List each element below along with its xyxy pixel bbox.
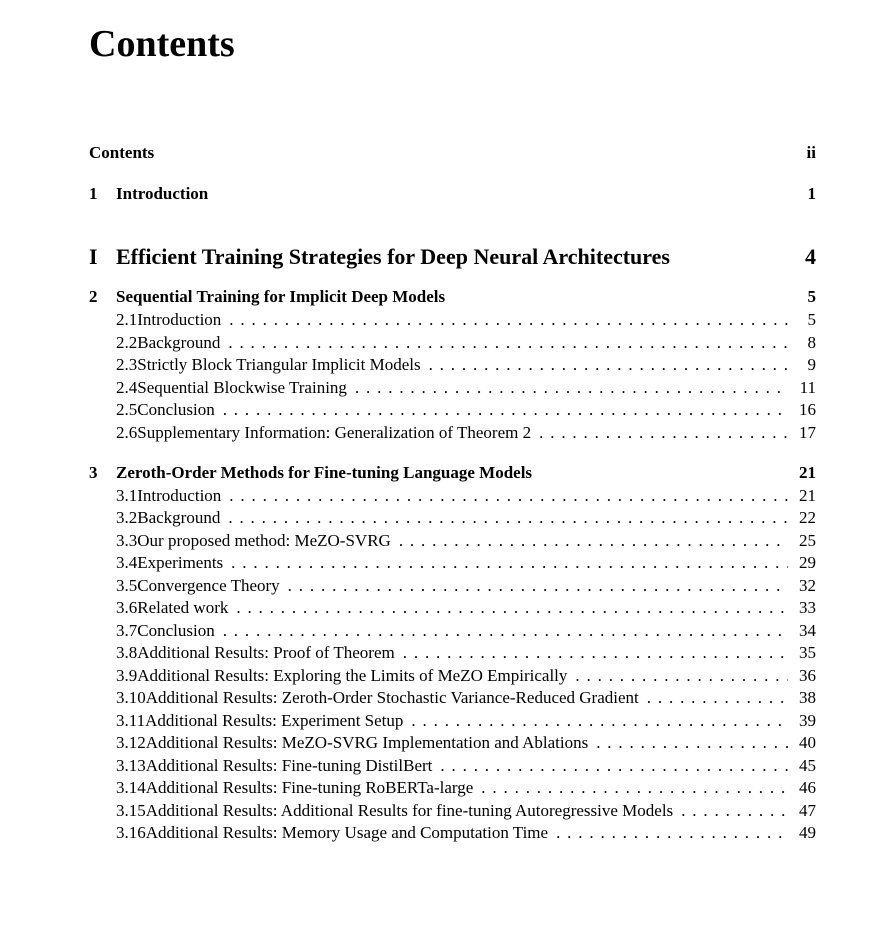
toc-entry-page-number: 40 [799,733,816,752]
toc-section-entry[interactable] [116,778,816,798]
toc-entry-number: 3.6 [116,598,138,617]
toc-entry-number: 2.3 [116,355,138,374]
toc-dot-leader [411,711,788,731]
toc-entry-page-number: 49 [799,823,816,842]
toc-part-entry[interactable] [89,244,816,270]
toc-entry-page-number: 1 [807,184,816,203]
toc-entry-page-number: 9 [807,355,816,374]
toc-dot-leader [429,355,788,375]
toc-dot-leader [539,423,788,443]
toc-dot-leader [223,400,788,420]
toc-entry-number: 3.14 [116,778,146,797]
page-heading: Contents [89,23,235,65]
toc-entry-number: 2.4 [116,378,138,397]
toc-dot-leader [596,733,788,753]
toc-entry-number: 2 [89,287,98,306]
toc-entry-title: Additional Results: Additional Results for fine-tuning Autoregressive Models [145,801,674,820]
toc-entry-number: 2.2 [116,333,138,352]
toc-section-entry[interactable] [116,823,816,843]
toc-entry-number: 3.12 [116,733,146,752]
toc-dot-leader [681,801,788,821]
toc-dot-leader [556,823,788,843]
toc-entry-title: Experiments [137,553,224,572]
toc-entry-page-number: 39 [799,711,816,730]
toc-entry-page-number: 16 [799,400,816,419]
toc-entry-page-number: 45 [799,756,816,775]
toc-section-entry[interactable] [116,801,816,821]
toc-entry-title: Efficient Training Strategies for Deep Neural Architectures [116,244,670,269]
toc-entry-page-number: 5 [807,310,816,329]
toc-entry-title: Strictly Block Triangular Implicit Models [137,355,421,374]
toc-entry-number: 3.10 [116,688,146,707]
toc-entry-title: Background [137,333,221,352]
toc-section-entry[interactable] [116,576,816,596]
toc-entry-number: 3.2 [116,508,138,527]
toc-entry-title: Background [137,508,221,527]
toc-section-entry[interactable] [116,711,816,731]
toc-dot-leader [399,531,788,551]
toc-entry-number: 3.11 [116,711,146,730]
toc-section-entry[interactable] [116,531,816,551]
toc-dot-leader [647,688,788,708]
toc-entry-title: Conclusion [137,621,215,640]
toc-dot-leader [228,333,788,353]
toc-entry-page-number: 25 [799,531,816,550]
toc-entry-page-number: 22 [799,508,816,527]
toc-chapter-entry[interactable] [89,143,816,163]
toc-section-entry[interactable] [116,643,816,663]
toc-entry-title: Sequential Training for Implicit Deep Models [116,287,446,306]
toc-section-entry[interactable] [116,553,816,573]
toc-entry-page-number: 29 [799,553,816,572]
toc-entry-page-number: 33 [799,598,816,617]
toc-entry-page-number: 21 [799,486,816,505]
toc-entry-title: Contents [89,143,155,162]
toc-entry-title: Additional Results: Fine-tuning DistilBert [145,756,433,775]
toc-dot-leader [575,666,788,686]
toc-entry-title: Our proposed method: MeZO-SVRG [137,531,391,550]
toc-dot-leader [288,576,788,596]
toc-chapter-entry[interactable] [89,287,816,307]
toc-entry-page-number: 38 [799,688,816,707]
toc-section-entry[interactable] [116,423,816,443]
toc-entry-page-number: 47 [799,801,816,820]
toc-dot-leader [236,598,788,618]
toc-entry-page-number: 46 [799,778,816,797]
toc-entry-title: Additional Results: Exploring the Limits of MeZO Empirically [137,666,568,685]
toc-entry-title: Additional Results: MeZO-SVRG Implementation and Ablations [145,733,589,752]
toc-entry-title: Supplementary Information: Generalization of Theorem 2 [137,423,532,442]
toc-entry-number: 2.5 [116,400,138,419]
toc-dot-leader [229,486,788,506]
toc-entry-page-number: 36 [799,666,816,685]
toc-section-entry[interactable] [116,508,816,528]
toc-entry-title: Introduction [137,486,222,505]
toc-entry-number: 3.15 [116,801,146,820]
toc-dot-leader [481,778,788,798]
toc-entry-page-number: 34 [799,621,816,640]
toc-entry-page-number: 21 [799,463,816,482]
toc-dot-leader [231,553,788,573]
toc-chapter-entry[interactable] [89,463,816,483]
toc-entry-number: 3.1 [116,486,138,505]
toc-entry-number: I [89,244,98,269]
toc-entry-page-number: 32 [799,576,816,595]
toc-dot-leader [223,621,788,641]
toc-entry-title: Conclusion [137,400,215,419]
toc-entry-title: Convergence Theory [137,576,280,595]
toc-entry-number: 2.1 [116,310,138,329]
toc-entry-title: Sequential Blockwise Training [137,378,347,397]
toc-entry-title: Introduction [116,184,209,203]
toc-section-entry[interactable] [116,378,816,398]
toc-section-entry[interactable] [116,400,816,420]
toc-entry-title: Additional Results: Proof of Theorem [137,643,395,662]
toc-entry-number: 1 [89,184,98,203]
toc-dot-leader [403,643,788,663]
toc-entry-title: Zeroth-Order Methods for Fine-tuning Language Models [116,463,533,482]
toc-entry-number: 3.8 [116,643,138,662]
toc-entry-number: 3.5 [116,576,138,595]
toc-section-entry[interactable] [116,486,816,506]
toc-entry-title: Additional Results: Fine-tuning RoBERTa-large [145,778,474,797]
toc-entry-page-number: 35 [799,643,816,662]
toc-entry-page-number: 4 [805,244,816,269]
toc-entry-number: 3.16 [116,823,146,842]
toc-entry-page-number: ii [806,143,816,162]
toc-section-entry[interactable] [116,598,816,618]
toc-entry-title: Additional Results: Experiment Setup [145,711,404,730]
toc-entry-number: 3 [89,463,98,482]
toc-dot-leader [355,378,788,398]
toc-entry-page-number: 5 [807,287,816,306]
toc-entry-title: Introduction [137,310,222,329]
toc-section-entry[interactable] [116,733,816,753]
toc-dot-leader [229,310,788,330]
toc-entry-number: 3.9 [116,666,138,685]
toc-entry-number: 2.6 [116,423,138,442]
toc-section-entry[interactable] [116,756,816,776]
toc-entry-title: Additional Results: Zeroth-Order Stochastic Variance-Reduced Gradient [145,688,639,707]
toc-section-entry[interactable] [116,688,816,708]
toc-entry-number: 3.13 [116,756,146,775]
toc-entry-page-number: 17 [799,423,816,442]
toc-section-entry[interactable] [116,621,816,641]
toc-section-entry[interactable] [116,333,816,353]
toc-entry-page-number: 8 [807,333,816,352]
toc-section-entry[interactable] [116,310,816,330]
toc-section-entry[interactable] [116,666,816,686]
toc-section-entry[interactable] [116,355,816,375]
toc-entry-title: Additional Results: Memory Usage and Computation Time [145,823,549,842]
toc-entry-number: 3.7 [116,621,138,640]
toc-entry-title: Related work [137,598,229,617]
toc-entry-number: 3.4 [116,553,138,572]
toc-entry-number: 3.3 [116,531,138,550]
toc-entry-page-number: 11 [799,378,816,397]
toc-dot-leader [228,508,788,528]
toc-chapter-entry[interactable] [89,184,816,204]
toc-dot-leader [440,756,788,776]
